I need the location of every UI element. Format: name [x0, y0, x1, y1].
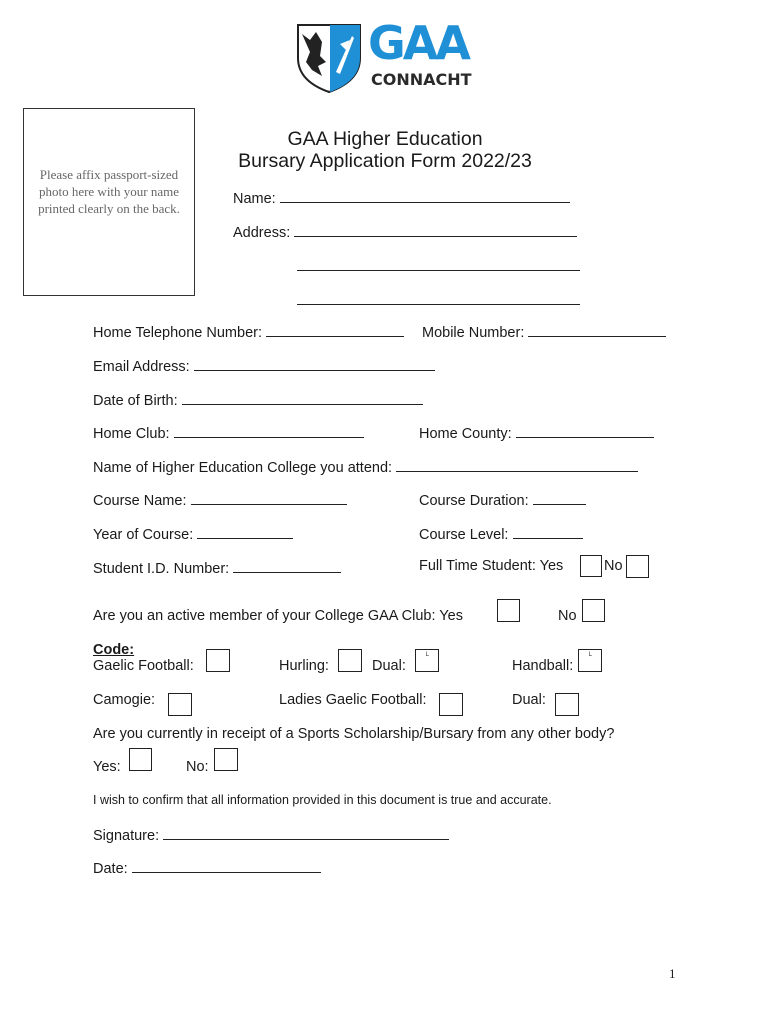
- student-id-input-line[interactable]: [233, 558, 341, 573]
- college-input-line[interactable]: [396, 457, 638, 472]
- mobile-label: Mobile Number:: [422, 325, 525, 341]
- home-phone-row: [93, 322, 404, 341]
- full-time-label: Full Time Student: Yes: [419, 558, 564, 574]
- scholarship-question: Are you currently in receipt of a Sports Scholarship/Bursary from any other body?: [93, 726, 615, 742]
- course-name-row: [93, 490, 347, 509]
- dual-label-2: Dual:: [512, 692, 546, 708]
- full-time-no-checkbox[interactable]: [626, 555, 649, 578]
- home-county-label: Home County:: [419, 426, 512, 442]
- date-row: [93, 858, 321, 877]
- student-id-row: [93, 558, 341, 577]
- home-county-input-line[interactable]: [516, 423, 654, 438]
- email-input-line[interactable]: [194, 356, 435, 371]
- signature-input-line[interactable]: [163, 825, 449, 840]
- ladies-gaelic-football-label: Ladies Gaelic Football:: [279, 692, 427, 708]
- course-duration-row: [419, 490, 586, 509]
- date-input-line[interactable]: [132, 858, 321, 873]
- code-heading: Code:: [93, 642, 135, 658]
- home-phone-input-line[interactable]: [266, 322, 404, 337]
- handball-label: Handball:: [512, 658, 574, 674]
- mobile-input-line[interactable]: [528, 322, 666, 337]
- scholarship-no-label: No:: [186, 759, 209, 775]
- handball-checkbox[interactable]: [578, 649, 602, 672]
- college-label: Name of Higher Education College you attend:: [93, 460, 393, 476]
- gaa-mark: GAA: [368, 16, 468, 70]
- dob-row: [93, 390, 423, 409]
- course-name-label: Course Name:: [93, 493, 187, 509]
- college-row: [93, 457, 638, 476]
- course-name-input-line[interactable]: [191, 490, 347, 505]
- name-row: [233, 188, 570, 207]
- camogie-checkbox[interactable]: [168, 693, 192, 716]
- dob-input-line[interactable]: [182, 390, 423, 405]
- course-level-input-line[interactable]: [513, 524, 583, 539]
- corner-mark-icon: └: [424, 653, 429, 660]
- email-label: Email Address:: [93, 359, 190, 375]
- scholarship-yes-label: Yes:: [93, 759, 121, 775]
- home-club-label: Home Club:: [93, 426, 170, 442]
- dual-checkbox-1[interactable]: [415, 649, 439, 672]
- address-input-line-3[interactable]: [297, 290, 580, 305]
- gaelic-football-label: Gaelic Football:: [93, 658, 194, 674]
- full-time-yes-checkbox[interactable]: [580, 555, 602, 577]
- form-title-line2: Bursary Application Form 2022/23: [238, 150, 532, 172]
- dob-label: Date of Birth:: [93, 393, 178, 409]
- address-input-line-1[interactable]: [294, 222, 577, 237]
- page-number: 1: [669, 966, 676, 981]
- scholarship-no-checkbox[interactable]: [214, 748, 238, 771]
- home-club-input-line[interactable]: [174, 423, 364, 438]
- date-label: Date:: [93, 861, 128, 877]
- full-time-no-label: No: [604, 558, 623, 574]
- home-phone-label: Home Telephone Number:: [93, 325, 262, 341]
- hurling-label: Hurling:: [279, 658, 329, 674]
- signature-row: [93, 825, 449, 844]
- year-of-course-input-line[interactable]: [197, 524, 293, 539]
- dual-checkbox-2[interactable]: [555, 693, 579, 716]
- home-club-row: [93, 423, 364, 442]
- gaelic-football-checkbox[interactable]: [206, 649, 230, 672]
- email-row: [93, 356, 435, 375]
- address-row: [233, 222, 577, 241]
- scholarship-yes-checkbox[interactable]: [129, 748, 152, 771]
- course-level-row: [419, 524, 583, 543]
- logo: [296, 16, 496, 96]
- active-member-label: Are you an active member of your College GAA Club: Yes: [93, 608, 463, 624]
- photo-box: [23, 108, 195, 296]
- course-duration-input-line[interactable]: [533, 490, 586, 505]
- corner-mark-icon: └: [587, 653, 592, 660]
- year-of-course-row: [93, 524, 293, 543]
- year-of-course-label: Year of Course:: [93, 527, 194, 543]
- course-duration-label: Course Duration:: [419, 493, 529, 509]
- form-title-line1: GAA Higher Education: [287, 128, 483, 150]
- region-text: CONNACHT: [371, 70, 472, 89]
- home-county-row: [419, 423, 654, 442]
- signature-label: Signature:: [93, 828, 160, 844]
- mobile-row: [422, 322, 666, 341]
- course-level-label: Course Level:: [419, 527, 509, 543]
- name-label: Name:: [233, 191, 276, 207]
- declaration-text: I wish to confirm that all information provided in this document is true and accurate.: [93, 793, 552, 807]
- photo-instructions: Please affix passport-sized photo here with your name printed clearly on the back.: [38, 167, 180, 216]
- dual-label-1: Dual:: [372, 658, 406, 674]
- active-member-no-label: No: [558, 608, 577, 624]
- student-id-label: Student I.D. Number:: [93, 561, 230, 577]
- address-input-line-2[interactable]: [297, 256, 580, 271]
- camogie-label: Camogie:: [93, 692, 156, 708]
- active-member-no-checkbox[interactable]: [582, 599, 605, 622]
- name-input-line[interactable]: [280, 188, 570, 203]
- address-label: Address:: [233, 225, 291, 241]
- active-member-yes-checkbox[interactable]: [497, 599, 520, 622]
- ladies-gaelic-football-checkbox[interactable]: [439, 693, 463, 716]
- connacht-crest-icon: [296, 22, 362, 94]
- hurling-checkbox[interactable]: [338, 649, 362, 672]
